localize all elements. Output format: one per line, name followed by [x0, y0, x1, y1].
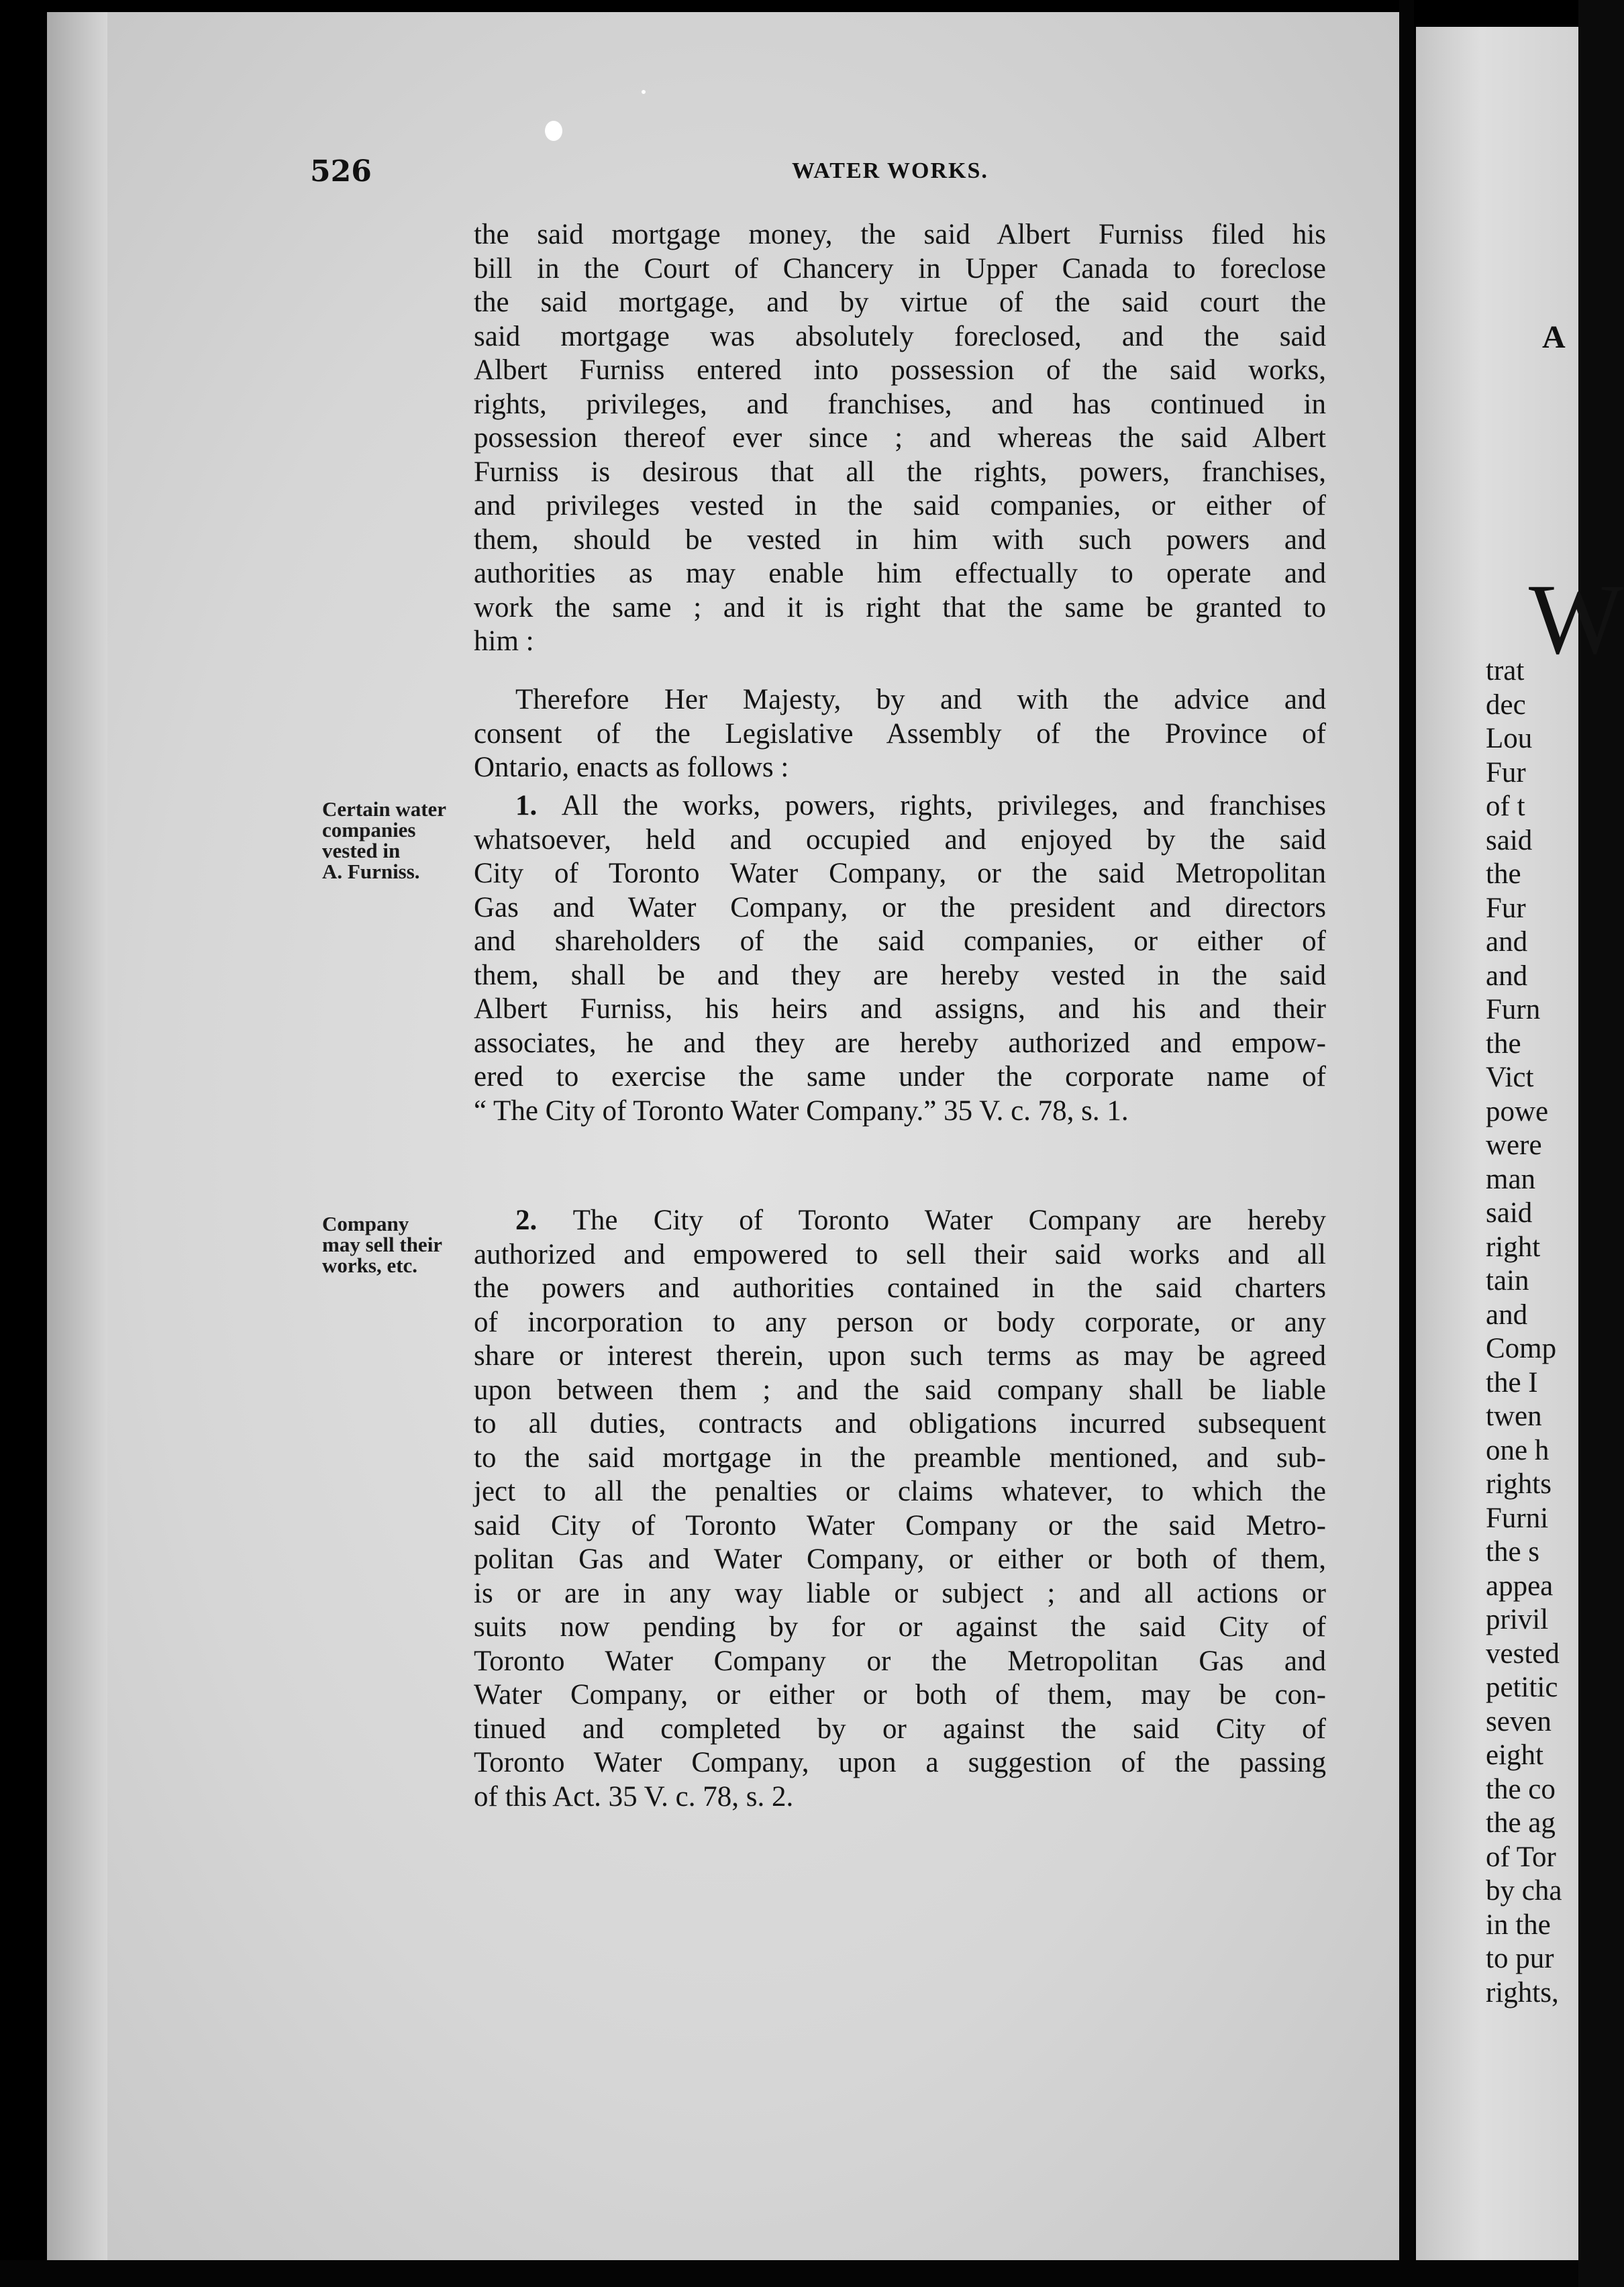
facing-page-line: powe — [1486, 1095, 1549, 1127]
text-line: him : — [474, 625, 534, 657]
text-line: the powers and authorities contained in the said charters — [474, 1272, 1326, 1304]
facing-page-line: Furn — [1486, 994, 1541, 1025]
margin-note-line: Certain water — [322, 797, 447, 821]
facing-page-line: tain — [1486, 1265, 1529, 1297]
section-text: All the works, powers, rights, privileges, and franchises — [561, 790, 1327, 821]
text-line: upon between them ; and the said company shall be liable — [474, 1374, 1326, 1406]
text-line: Ontario, enacts as follows : — [474, 752, 789, 783]
margin-note-line: companies — [322, 818, 416, 842]
text-line: Toronto Water Company, upon a suggestion of the passing — [474, 1747, 1326, 1778]
text-line: said City of Toronto Water Company or the said Metro- — [474, 1509, 1326, 1541]
facing-page-line: Comp — [1486, 1333, 1557, 1364]
facing-page-line: rights, — [1486, 1976, 1559, 2009]
running-head: WATER WORKS. — [792, 158, 988, 183]
scan-border — [0, 2260, 1578, 2287]
text-line: ject to all the penalties or claims whatever, to which the — [474, 1476, 1326, 1507]
text-line: consent of the Legislative Assembly of the Province of — [474, 717, 1326, 750]
text-line: the said mortgage money, the said Albert Furniss filed his — [474, 219, 1326, 250]
facing-page-line: the — [1486, 1027, 1521, 1060]
facing-page-line: Furni — [1486, 1502, 1549, 1534]
enacting-clause — [474, 683, 1326, 785]
text-line: Therefore Her Majesty, by and with the advice and — [515, 684, 1326, 715]
facing-page-line: dec — [1486, 689, 1526, 721]
text-line: politan Gas and Water Company, or either or both of them, — [474, 1543, 1326, 1575]
preamble-paragraph — [474, 218, 1326, 659]
facing-page-line: appea — [1486, 1570, 1554, 1602]
facing-page-line: Vict — [1486, 1062, 1534, 1093]
text-line: “ The City of Toronto Water Company.” 35 V. c. 78, s. 1. — [474, 1095, 1129, 1127]
dust-speck — [545, 121, 562, 141]
facing-page-heading-fragment: A — [1542, 319, 1566, 355]
text-line: and shareholders of the said companies, or either of — [474, 925, 1326, 957]
text-line: Albert Furniss, his heirs and assigns, and his and their — [474, 993, 1326, 1025]
section-2 — [474, 1204, 1326, 1814]
text-line: bill in the Court of Chancery in Upper Canada to foreclose — [474, 252, 1326, 285]
facing-page-line: were — [1486, 1129, 1542, 1161]
facing-page-text-fragments — [1486, 654, 1562, 2010]
facing-page-line: the I — [1486, 1366, 1538, 1399]
facing-page-line: Fur — [1486, 756, 1526, 789]
margin-note-line: may sell their — [322, 1233, 443, 1256]
text-line: ered to exercise the same under the corporate name of — [474, 1061, 1326, 1092]
text-line: associates, he and they are hereby authorized and empow- — [474, 1027, 1326, 1059]
facing-page-line: of Tor — [1486, 1841, 1556, 1873]
text-line: said mortgage was absolutely foreclosed, and the said — [474, 320, 1326, 352]
text-line: City of Toronto Water Company, or the said Metropolitan — [474, 858, 1326, 889]
facing-page-line: the co — [1486, 1773, 1556, 1805]
text-line: share or interest therein, upon such terms as may be agreed — [474, 1340, 1326, 1372]
section-number: 2. — [515, 1205, 573, 1236]
text-line: rights, privileges, and franchises, and has continued in — [474, 388, 1326, 420]
facing-page-line: Fur — [1486, 892, 1526, 924]
text-line: Albert Furniss entered into possession of the said works, — [474, 354, 1326, 386]
text-line: to all duties, contracts and obligations incurred subsequent — [474, 1408, 1326, 1439]
text-line: tinued and completed by or against the said City of — [474, 1713, 1326, 1745]
facing-page-line: in the — [1486, 1909, 1551, 1941]
text-line: of this Act. 35 V. c. 78, s. 2. — [474, 1780, 794, 1813]
text-line: suits now pending by for or against the said City of — [474, 1611, 1326, 1643]
book-gutter — [1399, 0, 1414, 2287]
text-line: possession thereof ever since ; and whereas the said Albert — [474, 422, 1326, 454]
facing-page-line: one h — [1486, 1434, 1550, 1466]
dust-speck — [642, 90, 646, 94]
text-line: Water Company, or either or both of them, may be con- — [474, 1679, 1326, 1711]
facing-page-line: twen — [1486, 1401, 1542, 1432]
facing-page-line: vested — [1486, 1637, 1560, 1670]
facing-page-line: the ag — [1486, 1807, 1556, 1839]
margin-note-line: A. Furniss. — [322, 860, 420, 883]
section-1 — [474, 789, 1326, 1128]
margin-note-line: vested in — [322, 839, 401, 862]
section-text: The City of Toronto Water Company are hereby — [572, 1205, 1326, 1236]
text-line: them, should be vested in him with such powers and — [474, 523, 1326, 556]
text-line: the said mortgage, and by virtue of the said court the — [474, 287, 1326, 318]
text-line: Toronto Water Company or the Metropolitan Gas and — [474, 1645, 1326, 1677]
facing-page-initial: W — [1529, 564, 1624, 675]
text-line: and privileges vested in the said companies, or either of — [474, 490, 1326, 521]
text-line: Gas and Water Company, or the president and directors — [474, 891, 1326, 923]
margin-note-line: works, etc. — [322, 1254, 418, 1277]
facing-page-line: of t — [1486, 791, 1525, 822]
facing-page-line: Lou — [1486, 723, 1533, 754]
facing-page-line: the — [1486, 858, 1521, 890]
facing-page-line: petitic — [1486, 1672, 1558, 1703]
margin-note-line: Company — [322, 1212, 409, 1235]
text-line: of incorporation to any person or body corporate, or any — [474, 1306, 1326, 1338]
facing-page-line: by cha — [1486, 1875, 1562, 1907]
facing-page-line: said — [1486, 824, 1533, 856]
section-number: 1. — [515, 790, 562, 821]
facing-page-line: and — [1486, 960, 1528, 992]
text-line: is or are in any way liable or subject ; and all actions or — [474, 1577, 1326, 1609]
text-line — [474, 1204, 1326, 1238]
margin-note-section-2 — [322, 1213, 442, 1276]
text-line: to the said mortgage in the preamble mentioned, and sub- — [474, 1441, 1326, 1474]
facing-page-line: right — [1486, 1231, 1541, 1263]
facing-page-line: and — [1486, 1299, 1528, 1331]
facing-page-line: rights — [1486, 1468, 1552, 1500]
text-line: whatsoever, held and occupied and enjoyed by the said — [474, 823, 1326, 856]
facing-page-line: and — [1486, 926, 1528, 958]
text-line: Furniss is desirous that all the rights, powers, franchises, — [474, 456, 1326, 488]
text-line: authorized and empowered to sell their said works and all — [474, 1238, 1326, 1270]
text-line — [474, 789, 1326, 823]
facing-page-line: eight — [1486, 1739, 1543, 1771]
facing-page-line: privil — [1486, 1604, 1549, 1635]
facing-page-line: to pur — [1486, 1943, 1554, 1974]
facing-page-line: man — [1486, 1163, 1536, 1195]
facing-page-line: trat — [1486, 655, 1525, 687]
page-number: 526 — [310, 154, 372, 189]
text-line: authorities as may enable him effectually to operate and — [474, 558, 1326, 589]
facing-page-line: said — [1486, 1197, 1533, 1229]
text-line: them, shall be and they are hereby vested in the said — [474, 959, 1326, 991]
facing-page-line: seven — [1486, 1705, 1552, 1737]
margin-note-section-1 — [322, 799, 446, 882]
facing-page-line: the s — [1486, 1536, 1540, 1568]
text-line: work the same ; and it is right that the same be granted to — [474, 591, 1326, 623]
